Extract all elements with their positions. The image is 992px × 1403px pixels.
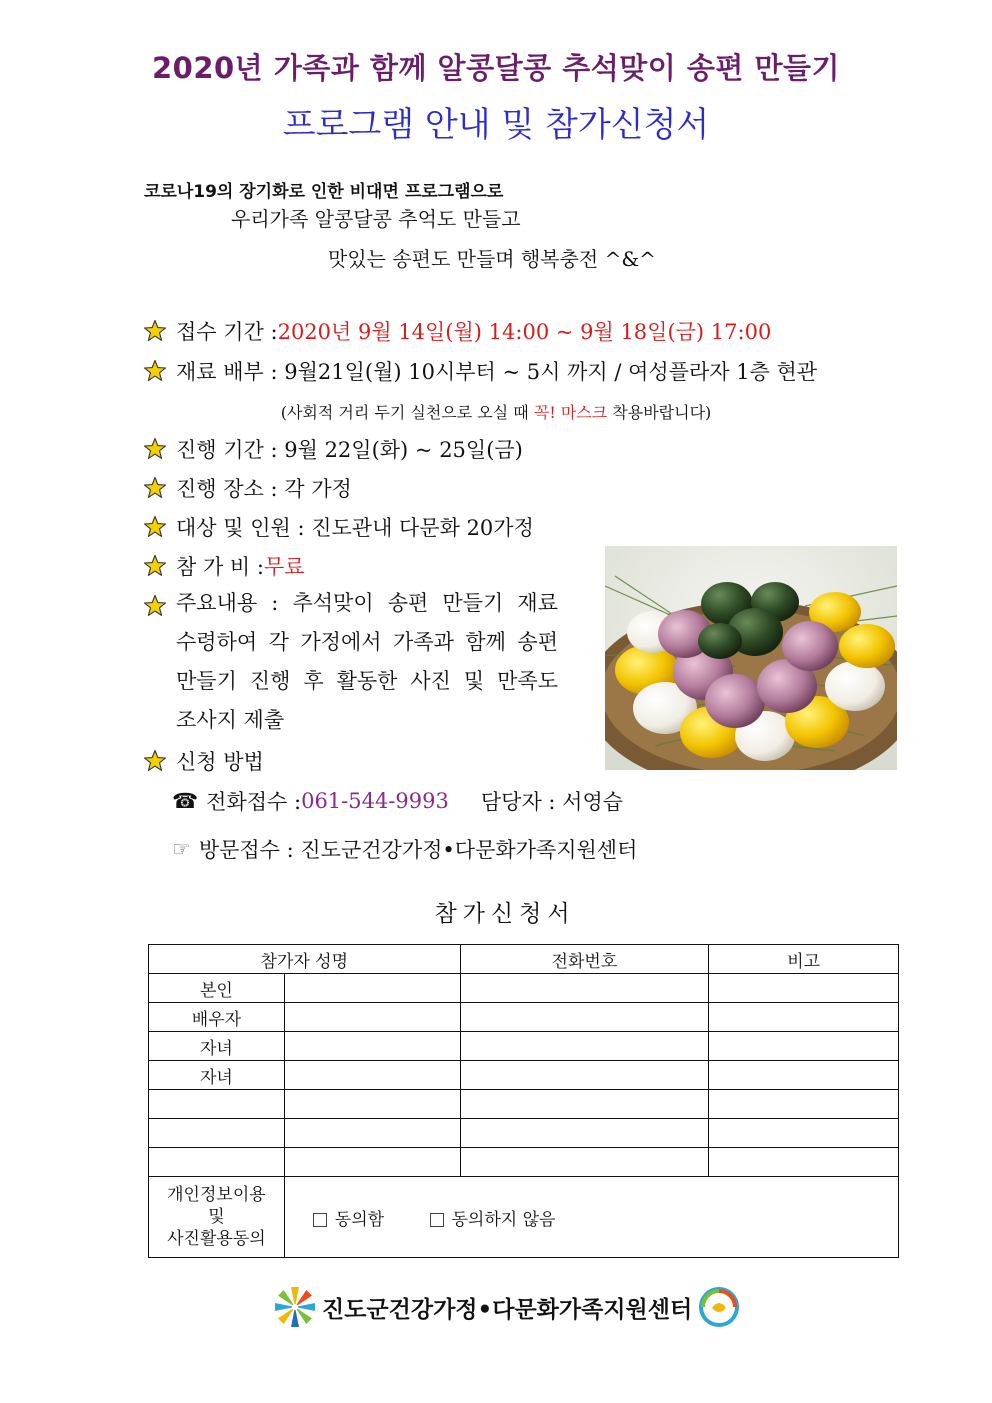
header-remarks: 비고 (709, 945, 899, 974)
phone-icon: ☎ (172, 789, 199, 813)
table-row (149, 1061, 899, 1090)
pointing-hand-icon: ☞ (172, 837, 191, 861)
star-icon (143, 359, 167, 383)
mask-notice (0, 400, 992, 423)
application-form-table (148, 944, 899, 1258)
intro-line-3: 맛있는 송편도 만들며 행복충전 ^&^ (328, 247, 656, 271)
star-icon (143, 476, 167, 500)
content-line: 수령하여 각 가정에서 가족과 함께 송편 (176, 630, 558, 654)
reception-value: 2020년 9월 14일(월) 14:00 ~ 9월 18일(금) 17:00 (277, 320, 772, 344)
consent-label-line: 사진활용동의 (167, 1229, 266, 1249)
remarks-cell[interactable] (709, 1148, 899, 1177)
phone-apply-row (172, 786, 623, 816)
intro-line-2: 우리가족 알콩달콩 추억도 만들고 (231, 207, 521, 231)
phone-number[interactable]: 061-544-9993 (301, 789, 449, 813)
target-row (143, 512, 534, 542)
remarks-cell[interactable] (709, 1003, 899, 1032)
name-cell[interactable] (284, 1119, 460, 1148)
table-row (149, 1032, 899, 1061)
footer-org (272, 1284, 740, 1330)
star-icon (143, 749, 167, 773)
phone-label: 전화접수 : (206, 790, 302, 814)
remarks-cell[interactable] (709, 1119, 899, 1148)
name-cell[interactable] (284, 974, 460, 1003)
contact-person: 담당자 : 서영습 (480, 790, 624, 814)
agree-label: 동의함 (334, 1209, 385, 1230)
notice-highlight: 꼭! 마스크 (533, 403, 608, 422)
row-label: 본인 (149, 974, 285, 1003)
apply-method-row (143, 746, 264, 776)
apply-label: 신청 방법 (176, 750, 264, 774)
star-icon (143, 554, 167, 578)
table-row (149, 1119, 899, 1148)
phone-cell[interactable] (460, 1061, 709, 1090)
remarks-cell[interactable] (709, 974, 899, 1003)
name-cell[interactable] (284, 1148, 460, 1177)
consent-row (149, 1177, 899, 1258)
table-row (149, 1003, 899, 1032)
table-header-row (149, 945, 899, 974)
place-row (143, 473, 352, 503)
consent-label-line: 개인정보이용 (167, 1185, 266, 1205)
remarks-cell[interactable] (709, 1090, 899, 1119)
form-title: 참가신청서 (434, 901, 576, 927)
name-cell[interactable] (284, 1061, 460, 1090)
content-description (176, 584, 558, 740)
target-text: 대상 및 인원 : 진도관내 다문화 20가정 (176, 516, 534, 540)
consent-options (284, 1177, 898, 1258)
row-label: 자녀 (149, 1032, 285, 1061)
page-title: 2020년 가족과 함께 알콩달콩 추석맞이 송편 만들기 (151, 51, 841, 85)
phone-cell[interactable] (460, 1032, 709, 1061)
agree-checkbox[interactable] (313, 1213, 327, 1227)
table-row (149, 1148, 899, 1177)
notice-text: (사회적 거리 두기 실천으로 오실 때 (280, 403, 534, 422)
period-row (143, 434, 523, 464)
disagree-label: 동의하지 않음 (451, 1209, 556, 1230)
reception-period-row (143, 316, 771, 346)
phone-cell[interactable] (460, 1119, 709, 1148)
content-line: 주요내용 : 추석맞이 송편 만들기 재료 (176, 591, 558, 615)
name-cell[interactable] (284, 1003, 460, 1032)
footer-org-name: 진도군건강가정•다문화가족지원센터 (322, 1296, 693, 1323)
phone-cell[interactable] (460, 1090, 709, 1119)
name-cell[interactable] (284, 1090, 460, 1119)
disagree-checkbox[interactable] (430, 1213, 444, 1227)
star-icon (143, 319, 167, 343)
material-row (143, 356, 817, 386)
songpyeon-photo (605, 546, 897, 770)
name-cell[interactable] (284, 1032, 460, 1061)
pinwheel-logo-icon (272, 1284, 318, 1330)
content-line: 만들기 진행 후 활동한 사진 및 만족도 (176, 669, 558, 693)
phone-cell[interactable] (460, 974, 709, 1003)
page-subtitle: 프로그램 안내 및 참가신청서 (282, 105, 710, 145)
swirl-logo-icon (698, 1286, 740, 1328)
material-text: 재료 배부 : 9월21일(월) 10시부터 ~ 5시 까지 / 여성플라자 1층 현관 (176, 360, 818, 384)
row-label: 배우자 (149, 1003, 285, 1032)
consent-label-line: 및 (208, 1207, 225, 1227)
table-row (149, 1090, 899, 1119)
table-row (149, 974, 899, 1003)
fee-label: 참 가 비 : (176, 555, 264, 579)
place-text: 진행 장소 : 각 가정 (176, 477, 352, 501)
fee-row (143, 551, 305, 581)
header-phone: 전화번호 (460, 945, 709, 974)
star-icon (143, 594, 167, 618)
row-label[interactable] (149, 1148, 285, 1177)
phone-cell[interactable] (460, 1148, 709, 1177)
visit-apply-row (172, 834, 637, 864)
notice-text-end: 착용바랍니다) (607, 403, 712, 422)
period-text: 진행 기간 : 9월 22일(화) ~ 25일(금) (176, 438, 523, 462)
star-icon (143, 515, 167, 539)
row-label[interactable] (149, 1119, 285, 1148)
remarks-cell[interactable] (709, 1032, 899, 1061)
fee-value: 무료 (263, 555, 305, 579)
row-label[interactable] (149, 1090, 285, 1119)
visit-text: 방문접수 : 진도군건강가정•다문화가족지원센터 (198, 838, 638, 862)
consent-label (149, 1177, 285, 1258)
reception-label: 접수 기간 : (176, 320, 278, 344)
content-line: 조사지 제출 (176, 708, 285, 732)
header-participant-name: 참가자 성명 (149, 945, 461, 974)
intro-line-1: 코로나19의 장기화로 인한 비대면 프로그램으로 (144, 182, 504, 202)
star-icon (143, 437, 167, 461)
remarks-cell[interactable] (709, 1061, 899, 1090)
row-label: 자녀 (149, 1061, 285, 1090)
phone-cell[interactable] (460, 1003, 709, 1032)
